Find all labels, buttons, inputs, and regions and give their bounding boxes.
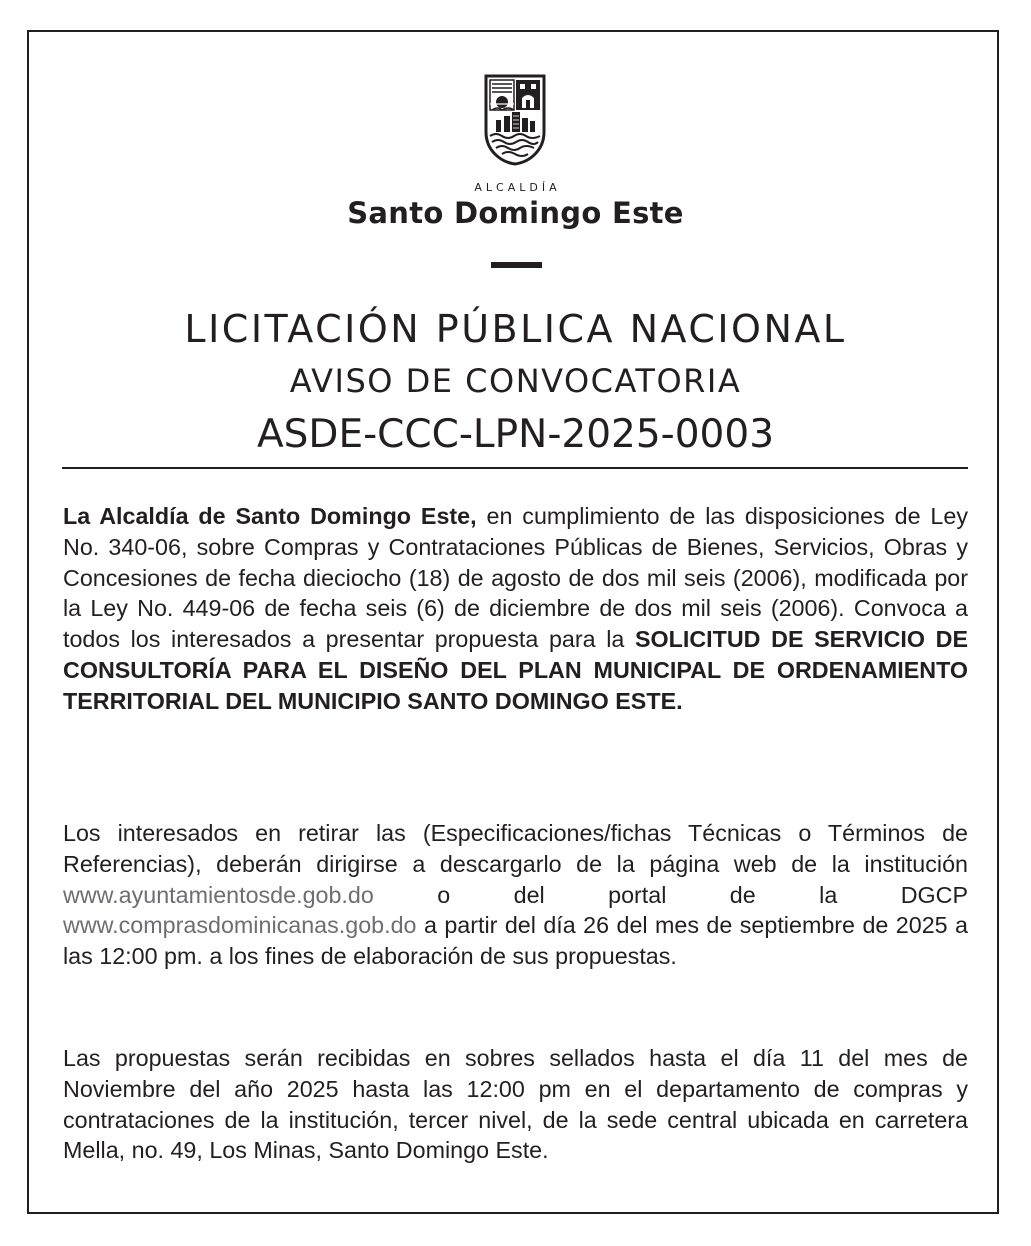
documents-text-2: o del portal de la DGCP	[373, 881, 968, 908]
documents-text-3: a partir del día 26 del mes de septiembre de 2025 a las 12:00 pm. a los fines de elaboración de sus propuestas.	[63, 912, 968, 970]
institution-website-link[interactable]: www.ayuntamientosde.gob.do	[63, 881, 374, 908]
convoking-entity: La Alcaldía de Santo Domingo Este,	[63, 503, 477, 529]
legal-basis-text: en cumplimiento de las disposiciones de Ley No. 340-06, sobre Compras y Contrataciones Públicas de Bienes, Servicios, Obras y Concesiones de fecha dieciocho (18) de agosto de dos mil seis (2006), modificada por la Ley No. 449-06 de fecha seis (6) de diciembre de dos mil seis (2006). Convoca a todos los interesados a presentar propuesta para la	[63, 503, 968, 653]
tender-subject: SOLICITUD DE SERVICIO DE CONSULTORÍA PARA EL DISEÑO DEL PLAN MUNICIPAL DE ORDENAMIENTO TERRITORIAL DEL MUNICIPIO SANTO DOMINGO ESTE.	[63, 626, 968, 714]
paragraph-convocation	[63, 501, 968, 717]
submission-text: Las propuestas serán recibidas en sobres sellados hasta el día 11 del mes de Noviembre del año 2025 hasta las 12:00 pm en el departamento de compras y contrataciones de la institución, tercer nivel, de la sede central ubicada en carretera Mella, no. 49, Los Minas, Santo Domingo Este.	[63, 1045, 968, 1164]
section-divider	[62, 467, 968, 469]
paragraph-submission	[63, 1043, 968, 1166]
paragraph-documents	[63, 818, 968, 972]
organization-name: Santo Domingo Este	[347, 196, 684, 230]
notice-subtitle: AVISO DE CONVOCATORIA	[289, 362, 742, 400]
coat-of-arms-logo	[482, 74, 548, 166]
tender-reference-code: ASDE-CCC-LPN-2025-0003	[256, 412, 775, 457]
dgcp-portal-link[interactable]: www.comprasdominicanas.gob.do	[63, 912, 417, 939]
title-divider	[491, 262, 542, 268]
documents-text: Los interesados en retirar las (Especificaciones/fichas Técnicas o Términos de Referencias), deberán dirigirse a descargarlo de la página web de la institución	[63, 820, 968, 877]
header-kicker: ALCALDÍA	[474, 181, 561, 194]
notice-title: LICITACIÓN PÚBLICA NACIONAL	[184, 307, 847, 351]
